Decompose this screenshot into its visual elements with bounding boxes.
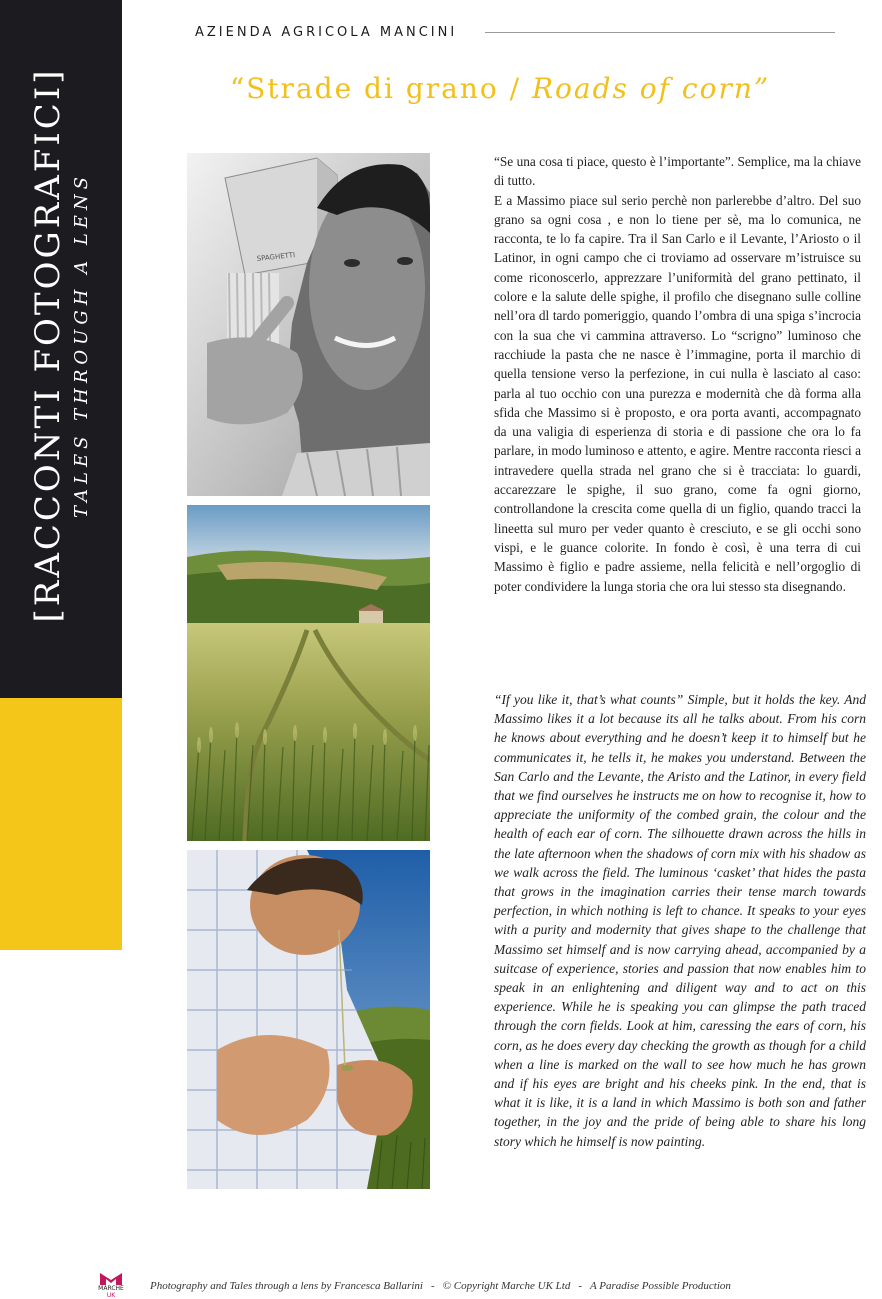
logo-text-uk: UK [106, 1292, 116, 1299]
article-english-paragraph: “If you like it, that’s what counts” Simple, but it holds the key. And Massimo likes it a lot because its all he talks about. From his corn he knows about everything and he doesn’t keep it to himself but he communicates it, he tells it, he makes you understand. Between the San Carlo and the Levante, the Aristo and the Latinor, in every field that we find ourselves he instructs me on how to recognise it, how to appreciate the uniformity of the combed grain, the colour and the health of each ear of corn. The silhouette drawn across the hills in the late afternoon when the shadows of corn mix with his shadow as we walk across the field. The luminous ‘casket’ that hides the pasta that grows in the imagination carries their tense march towards perfection, in which nothing is left to chance. It speaks to your eyes with a purity and modernity that gives shape to the challenge that Massimo set himself and is now carrying ahead, accompanied by a suitcase of experience, stories and passion that now enables him to speak in an enlightening and diligent way and to act on this experience. While he is speaking you can glimpse the path traced through the corn fields. Look at him, caressing the ears of corn, his corn, as he does every day checking the growth as though for a child when a line is marked on the wall to see how much he has grown and if his eyes are bright and his cheeks pink. In the end, that is what it is like, it is a land in which Massimo is both son and father together, in the joy and the pride of being able to share his long story which he himself is now painting. [494, 692, 866, 1149]
article-italian-paragraph: E a Massimo piace sul serio perchè non parlerebbe d’altro. Del suo grano sa ogni cosa , e non lo tiene per sè, ma lo comunica, ne racconta, te lo fa capire. Tra il San Carlo e il Levante, l’Ariosto o il Latinor, in ogni campo che ci troviamo ad osservare m’istruisce su come riconoscerlo, apprezzare l’uniformità del grano pettinato, il colore e la salute delle spighe, il profilo che disegnano sulle colline nell’ora dl tardo pomeriggio, quando l’ombra di una spiga s’incrocia con la sua che vi cammina attraverso. Lo “scrigno” luminoso che racchiude la pasta che ne nasce è l’immagine, porta il marchio di quella tensione verso la perfezione, in cui nulla è lasciato al caso: parla al tuo occhio con una purezza e modernità che dà forma alla sfida che Massimo si è proposto, e ora porta avanti, accompagnato da una valigia di esperienza di storia e di passione che ora lo fa parlare, in modo luminoso e attento, e agire. Mentre racconta riesci a intravedere quella strada nel grano che si è tracciata: lo guardi, accarezzare le spighe, il suo grano, come fa ogni giorno, controllandone la crescita come quella di un figlio, quando tracci la lineetta sul muro per veder quanto è cresciuto, e se gli occhi sono vispi, e le guance colorite. In fondo è così, è una terra di cui Massimo è figlio e padre assieme, nella felicità e nell’orgoglio di poter condividere la lunga storia che ora lui stesso sta disegnando. [494, 192, 861, 594]
photo-examining-wheat [187, 850, 430, 1189]
title-italian: “Strade di grano / [229, 72, 532, 105]
page-title [150, 72, 850, 105]
photo-portrait-pasta [187, 153, 430, 496]
header-rule [485, 32, 835, 33]
marche-uk-logo [96, 1273, 126, 1299]
footer-copyright: © Copyright Marche UK Ltd [442, 1280, 571, 1292]
sidebar-subtitle: TALES THROUGH A LENS [71, 171, 93, 519]
logo-text-marche: MARCHE [98, 1285, 124, 1292]
photo-wheat-field [187, 505, 430, 841]
article-english [494, 690, 866, 1151]
company-name: AZIENDA AGRICOLA MANCINI [195, 25, 458, 40]
footer-credit: Photography and Tales through a lens by Francesca Ballarini [150, 1280, 423, 1292]
footer-credits [150, 1280, 731, 1292]
footer-separator: - [578, 1280, 583, 1292]
sidebar-yellow-band [0, 698, 122, 950]
marche-logo-icon [100, 1273, 122, 1285]
title-english: Roads of corn” [531, 72, 771, 105]
sidebar-vertical-title [27, 67, 93, 623]
article-italian [494, 152, 861, 596]
pasta-box-label: SPAGHETTI [256, 251, 296, 263]
footer-production: A Paradise Possible Production [590, 1280, 731, 1292]
sidebar-title: [RACCONTI FOTOGRAFICI] [27, 67, 68, 623]
article-italian-paragraph: “Se una cosa ti piace, questo è l’importante”. Semplice, ma la chiave di tutto. [494, 154, 861, 189]
footer-separator: - [430, 1280, 435, 1292]
